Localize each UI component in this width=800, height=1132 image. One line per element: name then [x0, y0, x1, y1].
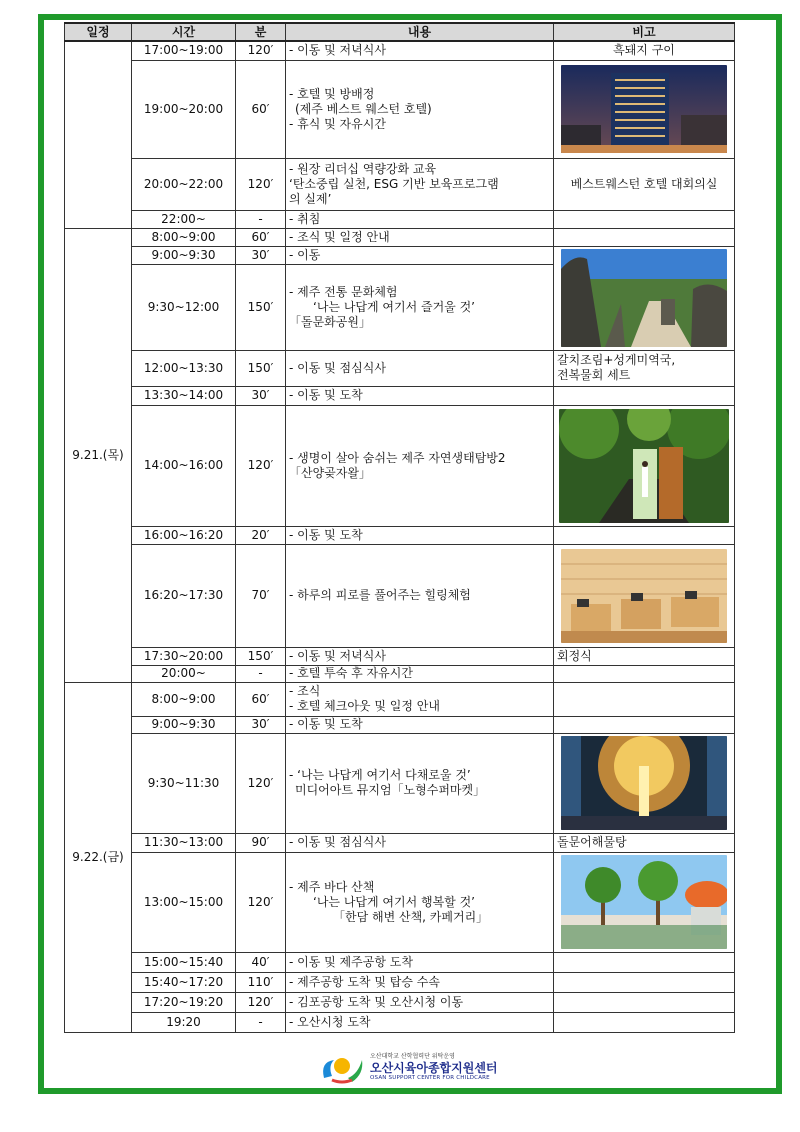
content-line: 「한담 해변 산책, 카페거리」	[333, 909, 489, 924]
time-cell: 8:00~9:00	[132, 228, 236, 246]
minutes-cell: 110′	[236, 972, 286, 992]
header-note: 비고	[554, 23, 735, 41]
table-row	[65, 992, 735, 1012]
content-cell	[286, 526, 554, 544]
content-cell	[286, 833, 554, 852]
note-cell	[554, 682, 735, 716]
minutes-cell: 60′	[236, 228, 286, 246]
note-cell: 흑돼지 구이	[554, 41, 735, 60]
content-cell	[286, 852, 554, 952]
note-cell	[554, 350, 735, 386]
logo-subtitle: 오산대학교 산학협력단 위탁운영	[370, 1053, 455, 1060]
content-line: - 이동 및 도착	[289, 527, 363, 542]
content-line: 미디어아트 뮤지엄「노형수퍼마켓」	[295, 783, 486, 797]
content-line: 의 실제’	[289, 191, 332, 206]
day-label-thursday: 9.21.(목)	[65, 228, 132, 682]
table-row	[65, 158, 735, 210]
content-line: ‘나는 나답게 여기서 행복할 것’	[313, 894, 475, 909]
note-cell	[554, 952, 735, 972]
stone-park-photo	[561, 249, 727, 347]
content-cell	[286, 158, 554, 210]
minutes-cell: 30′	[236, 386, 286, 405]
note-cell	[554, 992, 735, 1012]
time-cell: 9:30~12:00	[132, 264, 236, 350]
content-cell	[286, 246, 554, 264]
schedule-table	[64, 22, 735, 1033]
content-cell	[286, 264, 554, 350]
time-cell: 17:30~20:00	[132, 647, 236, 665]
table-row	[65, 716, 735, 733]
time-cell: 17:00~19:00	[132, 41, 236, 60]
content-cell	[286, 665, 554, 682]
note-cell	[554, 665, 735, 682]
minutes-cell: 60′	[236, 60, 286, 158]
table-row	[65, 405, 735, 526]
minutes-cell: -	[236, 665, 286, 682]
time-cell: 11:30~13:00	[132, 833, 236, 852]
healing-photo	[561, 549, 727, 643]
content-line: ‘탄소중립 실천, ESG 기반 보육프로그램	[289, 176, 499, 191]
note-cell	[554, 733, 735, 833]
time-cell: 22:00~	[132, 210, 236, 228]
content-cell	[286, 405, 554, 526]
header-content: 내용	[286, 23, 554, 41]
minutes-cell: 120′	[236, 405, 286, 526]
logo-mark-icon	[318, 1052, 366, 1084]
minutes-cell: 60′	[236, 682, 286, 716]
time-cell: 14:00~16:00	[132, 405, 236, 526]
time-cell: 17:20~19:20	[132, 992, 236, 1012]
table-row	[65, 386, 735, 405]
note-cell	[554, 716, 735, 733]
content-line: - 이동 및 도착	[289, 388, 363, 402]
table-row	[65, 246, 735, 264]
content-line: ‘나는 나답게 여기서 즐거울 것’	[313, 299, 475, 314]
content-line: - 제주 전통 문화체험	[289, 284, 398, 299]
content-line: - 김포공항 도착 및 오산시청 이동	[289, 994, 464, 1009]
note-cell	[554, 60, 735, 158]
content-line: - 휴식 및 자유시간	[289, 116, 386, 131]
note-cell	[554, 526, 735, 544]
table-row	[65, 852, 735, 952]
time-cell: 13:00~15:00	[132, 852, 236, 952]
logo-name: 오산시육아종합지원센터	[370, 1061, 498, 1075]
content-cell	[286, 682, 554, 716]
table-row	[65, 972, 735, 992]
day-label-friday: 9.22.(금)	[65, 682, 132, 1032]
content-cell	[286, 733, 554, 833]
minutes-cell: 120′	[236, 41, 286, 60]
minutes-cell: 30′	[236, 246, 286, 264]
content-line: - 제주공항 도착 및 탑승 수속	[289, 974, 440, 989]
time-cell: 19:20	[132, 1012, 236, 1032]
content-line: - 이동 및 점심식사	[289, 360, 386, 375]
content-line: (제주 베스트 웨스턴 호텔)	[295, 101, 432, 116]
content-line: - 제주 바다 산책	[289, 879, 375, 894]
minutes-cell: 90′	[236, 833, 286, 852]
content-line: - 이동 및 저녁식사	[289, 648, 386, 663]
time-cell: 8:00~9:00	[132, 682, 236, 716]
note-line: 전복물회 세트	[557, 368, 631, 382]
time-cell: 15:40~17:20	[132, 972, 236, 992]
table-header-row	[65, 23, 735, 41]
table-row	[65, 833, 735, 852]
note-cell	[554, 228, 735, 246]
minutes-cell: 120′	[236, 733, 286, 833]
content-cell	[286, 716, 554, 733]
day-cell-prev	[65, 41, 132, 228]
content-line: - 이동 및 저녁식사	[289, 43, 386, 58]
forest-photo	[559, 409, 729, 523]
content-line: - 취침	[289, 211, 321, 226]
table-row	[65, 526, 735, 544]
content-cell	[286, 210, 554, 228]
content-line: - ‘나는 나답게 여기서 다채로울 것’	[289, 768, 471, 782]
content-cell	[286, 952, 554, 972]
content-line: 「산양곶자왈」	[289, 465, 371, 480]
time-cell: 16:20~17:30	[132, 544, 236, 647]
table-row	[65, 952, 735, 972]
content-line: - 하루의 피로를 풀어주는 힐링체험	[289, 588, 471, 602]
note-cell	[554, 405, 735, 526]
time-cell: 13:30~14:00	[132, 386, 236, 405]
content-line: - 호텔 투숙 후 자유시간	[289, 666, 413, 680]
minutes-cell: -	[236, 1012, 286, 1032]
header-time: 시간	[132, 23, 236, 41]
table-row	[65, 350, 735, 386]
content-line: - 조식	[289, 684, 321, 698]
note-cell	[554, 972, 735, 992]
note-cell	[554, 852, 735, 952]
content-cell	[286, 992, 554, 1012]
table-row	[65, 41, 735, 60]
time-cell: 9:00~9:30	[132, 246, 236, 264]
hotel-photo	[561, 65, 727, 153]
content-cell	[286, 350, 554, 386]
time-cell: 15:00~15:40	[132, 952, 236, 972]
table-row	[65, 647, 735, 665]
table-row	[65, 210, 735, 228]
content-cell	[286, 1012, 554, 1032]
table-row	[65, 60, 735, 158]
content-cell	[286, 228, 554, 246]
minutes-cell: 30′	[236, 716, 286, 733]
header-minutes: 분	[236, 23, 286, 41]
content-cell	[286, 647, 554, 665]
time-cell: 20:00~	[132, 665, 236, 682]
note-cell: 회정식	[554, 647, 735, 665]
time-cell: 9:00~9:30	[132, 716, 236, 733]
note-line: 갈치조림+성게미역국,	[557, 353, 676, 367]
minutes-cell: 120′	[236, 158, 286, 210]
table-row	[65, 1012, 735, 1032]
content-line: - 이동 및 도착	[289, 717, 363, 731]
header-date: 일정	[65, 23, 132, 41]
note-cell	[554, 1012, 735, 1032]
time-cell: 19:00~20:00	[132, 60, 236, 158]
minutes-cell: 120′	[236, 992, 286, 1012]
content-line: - 이동	[289, 247, 321, 262]
content-line: - 원장 리더십 역량강화 교육	[289, 161, 437, 176]
note-cell	[554, 246, 735, 350]
minutes-cell: 40′	[236, 952, 286, 972]
table-row	[65, 682, 735, 716]
content-cell	[286, 60, 554, 158]
content-cell	[286, 972, 554, 992]
time-cell: 9:30~11:30	[132, 733, 236, 833]
minutes-cell: 150′	[236, 264, 286, 350]
minutes-cell: 20′	[236, 526, 286, 544]
note-cell: 돌문어해물탕	[554, 833, 735, 852]
content-line: 「돌문화공원」	[289, 314, 371, 329]
minutes-cell: 70′	[236, 544, 286, 647]
content-line: - 호텔 체크아웃 및 일정 안내	[289, 699, 440, 713]
content-cell	[286, 544, 554, 647]
note-cell	[554, 386, 735, 405]
table-row	[65, 733, 735, 833]
minutes-cell: 150′	[236, 350, 286, 386]
logo-english-name: OSAN SUPPORT CENTER FOR CHILDCARE	[370, 1075, 490, 1081]
center-logo	[318, 1050, 508, 1086]
content-line: - 오산시청 도착	[289, 1014, 371, 1029]
table-row	[65, 665, 735, 682]
note-cell	[554, 210, 735, 228]
minutes-cell: 150′	[236, 647, 286, 665]
minutes-cell: -	[236, 210, 286, 228]
content-line: - 생명이 살아 숨쉬는 제주 자연생태탐방2	[289, 450, 506, 465]
beach-photo	[561, 855, 727, 949]
content-line: - 이동 및 제주공항 도착	[289, 954, 413, 969]
note-cell: 베스트웨스턴 호텔 대회의실	[554, 158, 735, 210]
content-line: - 호텔 및 방배정	[289, 86, 375, 101]
media-art-photo	[561, 736, 727, 830]
minutes-cell: 120′	[236, 852, 286, 952]
content-line: - 이동 및 점심식사	[289, 835, 386, 849]
content-line: - 조식 및 일정 안내	[289, 229, 390, 244]
time-cell: 12:00~13:30	[132, 350, 236, 386]
note-cell	[554, 544, 735, 647]
table-row	[65, 228, 735, 246]
content-cell	[286, 386, 554, 405]
content-cell	[286, 41, 554, 60]
time-cell: 20:00~22:00	[132, 158, 236, 210]
time-cell: 16:00~16:20	[132, 526, 236, 544]
table-row	[65, 544, 735, 647]
